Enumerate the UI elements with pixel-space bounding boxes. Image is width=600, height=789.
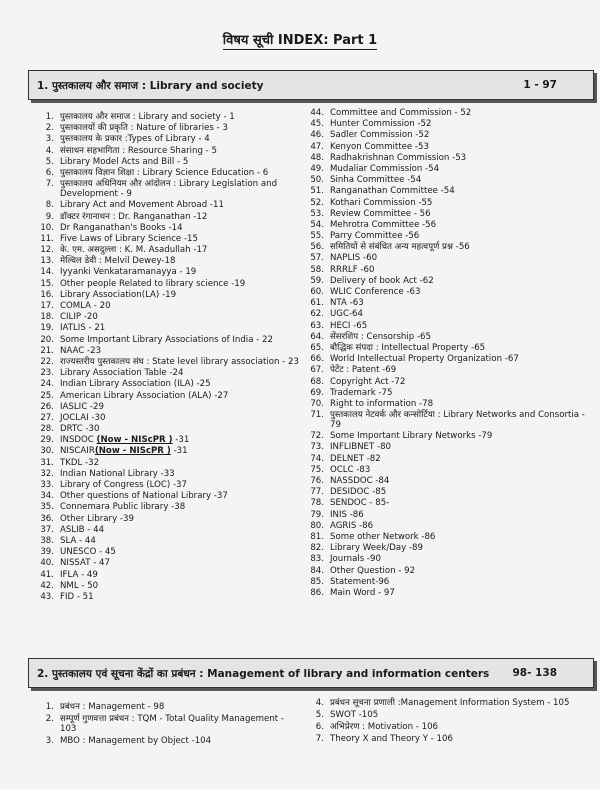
index-entry <box>302 454 592 464</box>
index-entry <box>32 368 302 378</box>
entry-text: NASSDOC -84 <box>330 476 390 486</box>
entry-number: 86. <box>310 587 324 598</box>
entry-number: 55. <box>310 231 324 242</box>
entry-number: 81. <box>310 531 324 542</box>
index-entry <box>32 514 302 524</box>
entry-text: NISSAT - 47 <box>60 558 110 569</box>
entry-number: 26. <box>40 401 54 412</box>
index-entry <box>302 231 592 241</box>
section-2-left-column <box>32 702 294 748</box>
index-entry <box>32 357 302 367</box>
entry-text: के. एम. असदुल्ला : K. M. Asadullah -17 <box>60 245 208 256</box>
entry-text: World Intellectual Property Organization -67 <box>330 354 519 365</box>
entry-text: Library Association Table -24 <box>60 368 184 379</box>
entry-text: पुस्तकालय के प्रकार :Types of Library - 4 <box>60 134 210 145</box>
entry-text: Journals -90 <box>330 554 381 565</box>
entry-text: JOCLAI -30 <box>60 412 106 423</box>
page-title: विषय सूची INDEX: Part 1 <box>222 33 378 48</box>
entry-text: पुस्तकालयों की प्रकृति : Nature of libraries - 3 <box>60 123 228 134</box>
entry-number: 5. <box>45 156 54 167</box>
entry-text: NML - 50 <box>60 580 99 591</box>
index-entry <box>32 702 294 712</box>
index-entry <box>302 487 592 497</box>
entry-number: 16. <box>40 289 54 300</box>
entry-number: 58. <box>310 264 324 275</box>
entry-text: COMLA - 20 <box>60 301 111 311</box>
entry-text: Main Word - 97 <box>330 587 395 598</box>
entry-number: 54. <box>310 219 324 230</box>
entry-number: 25. <box>40 390 54 401</box>
index-entry <box>32 558 302 568</box>
index-entry <box>302 577 592 587</box>
entry-text: पुस्तकालय अधिनियम और आंदोलन : Library Legislation and Development - 9 <box>60 179 278 200</box>
index-entry <box>32 379 302 389</box>
entry-text: INIS -86 <box>330 509 364 520</box>
entry-number: 23. <box>40 368 54 379</box>
index-entry <box>302 554 592 564</box>
entry-text: NAAC -23 <box>60 345 102 356</box>
entry-text: पुस्तकालय विज्ञान शिक्षा : Library Science Education - 6 <box>60 167 269 178</box>
entry-number: 13. <box>40 256 54 267</box>
index-entry <box>302 130 592 140</box>
index-entry <box>32 480 302 490</box>
index-entry <box>302 476 592 486</box>
index-entry <box>302 498 592 508</box>
section-2-title: 2. पुस्तकालय एवं सूचना केंद्रों का प्रबंधन : Management of library and information centers <box>37 668 490 680</box>
entry-text: समितियों से संबंधित अन्य महत्वपूर्ण प्रश्न -56 <box>330 242 470 253</box>
entry-number: 21. <box>40 345 54 356</box>
entry-text: Some Important Library Networks -79 <box>330 431 493 442</box>
entry-number: 53. <box>310 208 324 219</box>
index-entry <box>32 267 302 277</box>
index-entry <box>302 399 592 409</box>
entry-text: FID - 51 <box>60 591 94 602</box>
entry-text: Dr Ranganathan's Books -14 <box>60 222 183 233</box>
entry-number: 74. <box>310 453 324 464</box>
entry-text: प्रबंधन सूचना प्रणाली :Management Information System - 105 <box>330 698 570 708</box>
index-entry <box>32 234 302 244</box>
index-entry <box>32 547 302 557</box>
entry-text: UGC-64 <box>330 309 363 320</box>
entry-text: SWOT -105 <box>330 710 379 720</box>
entry-number: 77. <box>310 487 324 498</box>
index-entry <box>302 186 592 196</box>
entry-text: Hunter Commission -52 <box>330 119 432 130</box>
entry-number: 59. <box>310 275 324 286</box>
index-entry <box>302 242 592 252</box>
index-entry <box>302 588 592 598</box>
entry-number: 69. <box>310 387 324 398</box>
index-entry <box>302 465 592 475</box>
entry-text: TKDL -32 <box>60 457 100 468</box>
entry-number: 45. <box>310 119 324 130</box>
index-entry <box>32 592 302 602</box>
index-entry <box>302 543 592 553</box>
entry-number: 71. <box>310 410 324 421</box>
entry-text: Ranganathan Committee -54 <box>330 186 455 197</box>
index-entry <box>32 435 302 445</box>
entry-number: 51. <box>310 186 324 197</box>
index-entry <box>32 200 302 210</box>
section-2-pages: 98- 138 <box>512 667 557 679</box>
entry-text: ASLIB - 44 <box>60 524 105 535</box>
section-1-pages: 1 - 97 <box>523 79 557 91</box>
entry-text: CILIP -20 <box>60 312 98 323</box>
entry-text: पुस्तकालय नेटवर्क और कन्सोर्टिया : Library Networks and Consortia - 79 <box>330 410 585 431</box>
index-entry <box>302 164 592 174</box>
index-entry <box>32 123 302 133</box>
index-entry <box>302 142 592 152</box>
entry-number: 50. <box>310 175 324 186</box>
entry-text: Other Library -39 <box>60 513 134 524</box>
section-1-header <box>28 70 594 100</box>
entry-number: 4. <box>315 698 324 708</box>
index-entry <box>32 525 302 535</box>
entry-text: INFLIBNET -80 <box>330 442 391 453</box>
entry-number: 76. <box>310 476 324 486</box>
entry-text: Other people Related to library science -19 <box>60 278 246 289</box>
index-entry <box>32 413 302 423</box>
entry-number: 39. <box>40 547 54 558</box>
entry-text: Other questions of National Library -37 <box>60 491 228 502</box>
index-entry <box>302 722 592 732</box>
index-entry <box>32 134 302 144</box>
entry-number: 43. <box>40 591 54 602</box>
entry-number: 57. <box>310 253 324 264</box>
entry-text: SENDOC - 85- <box>330 498 390 509</box>
entry-number: 32. <box>40 468 54 479</box>
entry-number: 80. <box>310 520 324 531</box>
index-entry <box>302 734 592 744</box>
index-entry <box>302 321 592 331</box>
index-entry <box>302 354 592 364</box>
entry-text: Sadler Commission -52 <box>330 130 430 141</box>
entry-number: 82. <box>310 543 324 554</box>
entry-number: 18. <box>40 312 54 323</box>
entry-text: Statement-96 <box>330 576 390 587</box>
entry-number: 6. <box>315 722 324 732</box>
entry-number: 85. <box>310 576 324 587</box>
entry-number: 34. <box>40 491 54 502</box>
entry-text: OCLC -83 <box>330 464 371 475</box>
index-entry <box>302 298 592 308</box>
index-entry <box>32 736 294 746</box>
entry-number: 75. <box>310 464 324 475</box>
entry-text: WLIC Conference -63 <box>330 287 421 297</box>
entry-number: 36. <box>40 513 54 524</box>
entry-number: 15. <box>40 278 54 289</box>
entry-text: Library Act and Movement Abroad -11 <box>60 200 224 211</box>
index-entry <box>302 119 592 129</box>
index-entry <box>32 446 302 456</box>
entry-number: 30. <box>40 446 54 457</box>
index-entry <box>32 212 302 222</box>
index-entry <box>302 343 592 353</box>
entry-text: Parry Committee -56 <box>330 231 420 242</box>
entry-text: राज्यस्तरीय पुस्तकालय संघ : State level library association - 23 <box>60 356 299 367</box>
entry-text: Some Important Library Associations of India - 22 <box>60 334 273 345</box>
entry-number: 31. <box>40 457 54 468</box>
index-entry <box>302 377 592 387</box>
entry-text: IFLA - 49 <box>60 569 98 580</box>
index-entry <box>302 365 592 375</box>
entry-number: 37. <box>40 524 54 535</box>
entry-text: Indian Library Association (ILA) -25 <box>60 379 211 390</box>
entry-text: प्रबंधन : Management - 98 <box>60 702 165 712</box>
index-entry <box>302 309 592 319</box>
entry-number: 72. <box>310 431 324 442</box>
entry-text: Five Laws of Library Science -15 <box>60 233 198 244</box>
index-entry <box>302 410 592 430</box>
entry-number: 49. <box>310 163 324 174</box>
entry-text: NTA -63 <box>330 298 364 309</box>
entry-number: 35. <box>40 502 54 513</box>
entry-text: Committee and Commission - 52 <box>330 108 472 118</box>
index-entry <box>32 290 302 300</box>
entry-text: सम्पूर्ण गुणवत्ता प्रबंधन : TQM - Total Quality Management - 103 <box>60 714 284 734</box>
index-entry <box>32 424 302 434</box>
entry-number: 6. <box>45 167 54 178</box>
entry-text: American Library Association (ALA) -27 <box>60 390 229 401</box>
entry-number: 60. <box>310 287 324 297</box>
entry-text: Other Question - 92 <box>330 565 416 576</box>
entry-number: 1. <box>45 702 54 712</box>
index-entry <box>32 312 302 322</box>
entry-text: Mudaliar Commission -54 <box>330 163 440 174</box>
entry-number: 5. <box>315 710 324 720</box>
entry-number: 42. <box>40 580 54 591</box>
section-1-title: 1. पुस्तकालय और समाज : Library and society <box>37 80 264 92</box>
entry-text: मेल्विल डेवी : Melvil Dewey-18 <box>60 256 176 267</box>
entry-number: 78. <box>310 498 324 509</box>
entry-number: 11. <box>40 233 54 244</box>
entry-text: Iyyanki Venkataramanayya - 19 <box>60 267 197 278</box>
entry-text: Some other Network -86 <box>330 531 436 542</box>
index-entry <box>32 323 302 333</box>
entry-text: NISCAIR(Now - NIScPR ) -31 <box>60 446 188 457</box>
index-entry <box>32 458 302 468</box>
index-entry <box>32 112 302 122</box>
entry-text: Copyright Act -72 <box>330 376 406 387</box>
entry-number: 67. <box>310 365 324 376</box>
index-entry <box>302 198 592 208</box>
entry-text: Indian National Library -33 <box>60 468 175 479</box>
entry-text: Connemara Public library -38 <box>60 502 186 513</box>
index-entry <box>32 179 302 199</box>
entry-text: INSDOC (Now - NIScPR ) -31 <box>60 435 190 446</box>
entry-number: 47. <box>310 141 324 152</box>
entry-number: 65. <box>310 342 324 353</box>
index-entry <box>302 108 592 118</box>
section-2-header <box>28 658 594 688</box>
index-entry <box>302 566 592 576</box>
entry-text: अभिप्रेरण : Motivation - 106 <box>330 722 439 732</box>
index-entry <box>302 265 592 275</box>
entry-text: DESIDOC -85 <box>330 487 387 498</box>
index-entry <box>302 510 592 520</box>
entry-number: 17. <box>40 301 54 311</box>
entry-text: पेटेंट : Patent -69 <box>330 365 397 376</box>
section-1-right-column <box>302 108 592 599</box>
index-entry <box>32 469 302 479</box>
index-entry <box>302 388 592 398</box>
entry-number: 62. <box>310 309 324 320</box>
entry-number: 3. <box>45 736 54 746</box>
index-entry <box>302 209 592 219</box>
entry-number: 1. <box>45 112 54 122</box>
entry-text: Review Committee - 56 <box>330 208 431 219</box>
entry-number: 48. <box>310 152 324 163</box>
entry-text: Library Association(LA) -19 <box>60 289 177 300</box>
index-entry <box>32 570 302 580</box>
index-entry <box>32 256 302 266</box>
index-entry <box>32 168 302 178</box>
entry-number: 28. <box>40 424 54 435</box>
entry-text: सेंसरशिप : Censorship -65 <box>330 331 431 342</box>
entry-number: 7. <box>45 179 54 190</box>
entry-number: 56. <box>310 242 324 253</box>
entry-number: 64. <box>310 331 324 342</box>
entry-text: SLA - 44 <box>60 535 96 546</box>
entry-number: 20. <box>40 334 54 345</box>
index-entry <box>302 431 592 441</box>
index-entry <box>32 346 302 356</box>
index-entry <box>302 287 592 297</box>
index-entry <box>32 402 302 412</box>
entry-number: 3. <box>45 134 54 145</box>
entry-number: 22. <box>40 356 54 367</box>
entry-text: DRTC -30 <box>60 424 100 435</box>
entry-text: बौद्धिक संपदा : Intellectual Property -65 <box>330 342 486 353</box>
index-entry <box>302 698 592 708</box>
entry-number: 79. <box>310 509 324 520</box>
entry-text: Kenyon Committee -53 <box>330 141 429 152</box>
entry-text: Mehrotra Committee -56 <box>330 219 437 230</box>
entry-text: Right to information -78 <box>330 398 434 409</box>
entry-text: डॉक्टर रंगानाथन : Dr. Ranganathan -12 <box>60 211 208 222</box>
entry-text: NAPLIS -60 <box>330 253 378 264</box>
index-entry <box>32 279 302 289</box>
index-entry <box>302 442 592 452</box>
index-entry <box>32 157 302 167</box>
index-entry <box>32 391 302 401</box>
entry-number: 63. <box>310 320 324 331</box>
entry-text: MBO : Management by Object -104 <box>60 736 212 746</box>
entry-text: Library of Congress (LOC) -37 <box>60 480 187 490</box>
entry-number: 41. <box>40 569 54 580</box>
index-entry <box>32 536 302 546</box>
entry-number: 66. <box>310 354 324 365</box>
entry-number: 24. <box>40 379 54 390</box>
entry-number: 2. <box>45 123 54 134</box>
entry-number: 84. <box>310 565 324 576</box>
index-entry <box>302 220 592 230</box>
entry-number: 12. <box>40 245 54 256</box>
section-2-right-column <box>302 698 592 746</box>
entry-text: IASLIC -29 <box>60 401 104 412</box>
entry-text: IATLIS - 21 <box>60 323 106 334</box>
entry-text: Delivery of book Act -62 <box>330 275 434 286</box>
index-entry <box>32 714 294 734</box>
entry-text: Sinha Committee -54 <box>330 175 422 186</box>
entry-number: 40. <box>40 558 54 569</box>
entry-text: Library Model Acts and Bill - 5 <box>60 156 189 167</box>
index-entry <box>302 532 592 542</box>
entry-number: 61. <box>310 298 324 309</box>
entry-text: संसाधन सहभागिता : Resource Sharing - 5 <box>60 145 217 156</box>
index-entry <box>32 491 302 501</box>
index-entry <box>302 175 592 185</box>
entry-text: UNESCO - 45 <box>60 547 116 558</box>
index-entry <box>302 153 592 163</box>
entry-text: Radhakrishnan Commission -53 <box>330 152 467 163</box>
entry-number: 46. <box>310 130 324 141</box>
entry-number: 2. <box>45 714 54 724</box>
entry-number: 19. <box>40 323 54 334</box>
entry-underlined-note: (Now - NIScPR ) <box>96 435 173 446</box>
entry-number: 68. <box>310 376 324 387</box>
entry-text: HECI -65 <box>330 320 368 331</box>
entry-text: RRRLF -60 <box>330 264 375 275</box>
entry-number: 8. <box>45 200 54 211</box>
index-entry <box>302 332 592 342</box>
index-entry <box>32 245 302 255</box>
entry-number: 14. <box>40 267 54 278</box>
entry-text: AGRIS -86 <box>330 520 374 531</box>
entry-text: Trademark -75 <box>330 387 393 398</box>
index-entry <box>302 276 592 286</box>
entry-number: 44. <box>310 108 324 118</box>
section-1-left-column <box>32 112 302 603</box>
entry-text: Theory X and Theory Y - 106 <box>330 734 453 744</box>
entry-text: Kothari Commission -55 <box>330 197 433 208</box>
entry-text: Library Week/Day -89 <box>330 543 423 554</box>
index-entry <box>32 335 302 345</box>
index-entry <box>32 146 302 156</box>
entry-number: 29. <box>40 435 54 446</box>
entry-number: 33. <box>40 480 54 490</box>
index-entry <box>302 521 592 531</box>
index-entry <box>32 301 302 311</box>
entry-number: 7. <box>315 734 324 744</box>
entry-text: पुस्तकालय और समाज : Library and society - 1 <box>60 112 235 122</box>
entry-number: 38. <box>40 535 54 546</box>
index-entry <box>32 502 302 512</box>
entry-number: 73. <box>310 442 324 453</box>
entry-number: 52. <box>310 197 324 208</box>
index-entry <box>302 253 592 263</box>
index-entry <box>32 223 302 233</box>
entry-number: 70. <box>310 398 324 409</box>
entry-underlined-note: (Now - NIScPR ) <box>94 446 171 457</box>
entry-number: 9. <box>45 211 54 222</box>
entry-number: 27. <box>40 412 54 423</box>
index-entry <box>302 710 592 720</box>
entry-number: 4. <box>45 145 54 156</box>
entry-text: DELNET -82 <box>330 453 381 464</box>
entry-number: 83. <box>310 554 324 565</box>
index-entry <box>32 581 302 591</box>
entry-number: 10. <box>40 222 54 233</box>
